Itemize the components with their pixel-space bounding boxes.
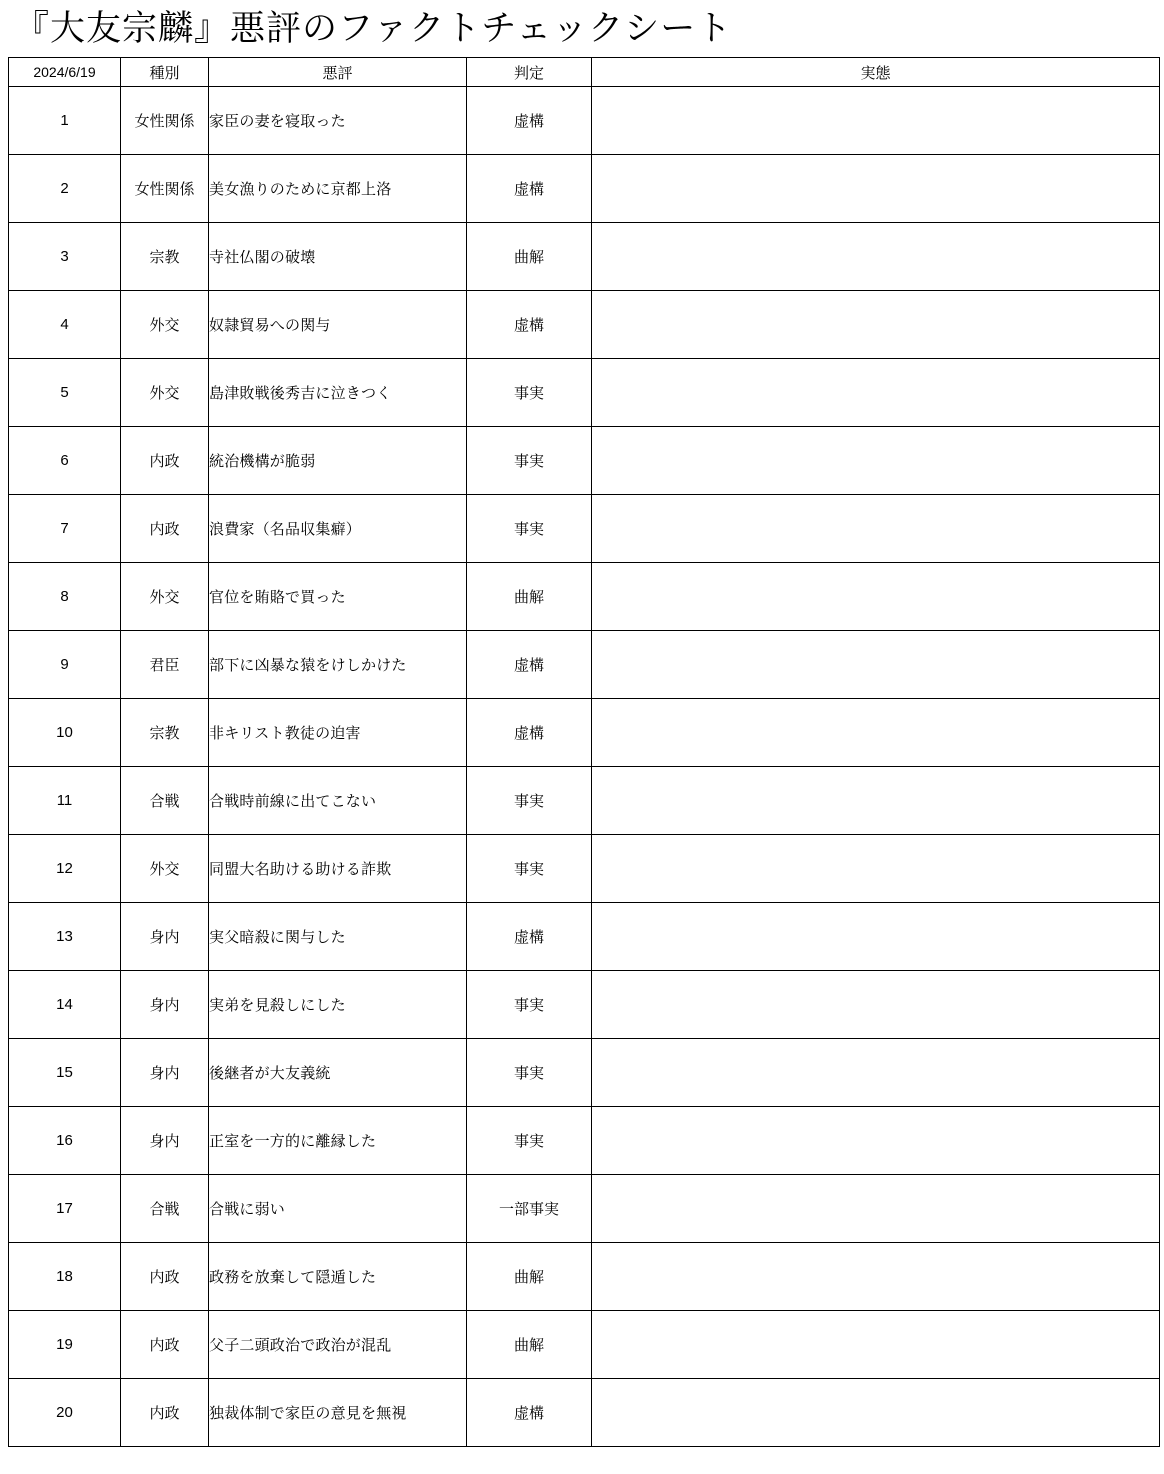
- row-type: 身内: [121, 971, 209, 1039]
- row-reality: [592, 631, 1160, 699]
- row-number: 15: [9, 1039, 121, 1107]
- row-verdict: 事実: [467, 767, 592, 835]
- row-number: 12: [9, 835, 121, 903]
- table-row: [9, 87, 1160, 155]
- table-row: [9, 427, 1160, 495]
- row-type: 身内: [121, 903, 209, 971]
- table-row: [9, 1379, 1160, 1447]
- row-reality: [592, 291, 1160, 359]
- table-row: [9, 699, 1160, 767]
- table-row: [9, 1175, 1160, 1243]
- row-verdict: 曲解: [467, 1311, 592, 1379]
- table-row: [9, 1311, 1160, 1379]
- row-claim: 独裁体制で家臣の意見を無視: [209, 1379, 467, 1447]
- row-number: 17: [9, 1175, 121, 1243]
- row-number: 1: [9, 87, 121, 155]
- table-row: [9, 767, 1160, 835]
- row-verdict: 事実: [467, 971, 592, 1039]
- row-type: 内政: [121, 1379, 209, 1447]
- row-type: 宗教: [121, 699, 209, 767]
- row-verdict: 曲解: [467, 563, 592, 631]
- row-type: 外交: [121, 835, 209, 903]
- row-claim: 実弟を見殺しにした: [209, 971, 467, 1039]
- row-verdict: 虚構: [467, 155, 592, 223]
- row-verdict: 曲解: [467, 1243, 592, 1311]
- row-type: 合戦: [121, 767, 209, 835]
- row-verdict: 一部事実: [467, 1175, 592, 1243]
- table-row: [9, 1039, 1160, 1107]
- row-reality: [592, 835, 1160, 903]
- row-claim: 実父暗殺に関与した: [209, 903, 467, 971]
- table-row: [9, 291, 1160, 359]
- row-number: 11: [9, 767, 121, 835]
- row-number: 5: [9, 359, 121, 427]
- row-verdict: 虚構: [467, 903, 592, 971]
- row-number: 13: [9, 903, 121, 971]
- table-header: [9, 58, 1160, 87]
- row-claim: 奴隷貿易への関与: [209, 291, 467, 359]
- table-row: [9, 631, 1160, 699]
- table-row: [9, 155, 1160, 223]
- row-verdict: 虚構: [467, 87, 592, 155]
- row-type: 外交: [121, 359, 209, 427]
- row-number: 6: [9, 427, 121, 495]
- row-claim: 部下に凶暴な猿をけしかけた: [209, 631, 467, 699]
- header-reality: 実態: [592, 58, 1160, 87]
- row-reality: [592, 563, 1160, 631]
- row-reality: [592, 767, 1160, 835]
- row-reality: [592, 495, 1160, 563]
- row-claim: 家臣の妻を寝取った: [209, 87, 467, 155]
- row-claim: 後継者が大友義統: [209, 1039, 467, 1107]
- row-verdict: 虚構: [467, 1379, 592, 1447]
- row-type: 合戦: [121, 1175, 209, 1243]
- table-row: [9, 835, 1160, 903]
- row-number: 20: [9, 1379, 121, 1447]
- row-claim: 寺社仏閣の破壊: [209, 223, 467, 291]
- row-claim: 島津敗戦後秀吉に泣きつく: [209, 359, 467, 427]
- row-claim: 合戦に弱い: [209, 1175, 467, 1243]
- table-row: [9, 1243, 1160, 1311]
- row-type: 身内: [121, 1107, 209, 1175]
- row-claim: 同盟大名助ける助ける詐欺: [209, 835, 467, 903]
- row-type: 女性関係: [121, 155, 209, 223]
- row-claim: 非キリスト教徒の迫害: [209, 699, 467, 767]
- row-claim: 官位を賄賂で買った: [209, 563, 467, 631]
- header-claim: 悪評: [209, 58, 467, 87]
- row-reality: [592, 971, 1160, 1039]
- row-reality: [592, 1175, 1160, 1243]
- row-verdict: 曲解: [467, 223, 592, 291]
- row-claim: 合戦時前線に出てこない: [209, 767, 467, 835]
- table-body: [9, 87, 1160, 1447]
- row-claim: 美女漁りのために京都上洛: [209, 155, 467, 223]
- row-number: 4: [9, 291, 121, 359]
- row-verdict: 事実: [467, 495, 592, 563]
- row-type: 外交: [121, 563, 209, 631]
- row-type: 内政: [121, 427, 209, 495]
- row-reality: [592, 1379, 1160, 1447]
- row-type: 身内: [121, 1039, 209, 1107]
- row-reality: [592, 223, 1160, 291]
- row-number: 10: [9, 699, 121, 767]
- row-reality: [592, 699, 1160, 767]
- header-verdict: 判定: [467, 58, 592, 87]
- row-type: 女性関係: [121, 87, 209, 155]
- row-type: 宗教: [121, 223, 209, 291]
- row-reality: [592, 359, 1160, 427]
- row-verdict: 虚構: [467, 291, 592, 359]
- table-row: [9, 903, 1160, 971]
- row-type: 内政: [121, 495, 209, 563]
- header-date: 2024/6/19: [9, 58, 121, 87]
- row-verdict: 虚構: [467, 699, 592, 767]
- row-type: 君臣: [121, 631, 209, 699]
- row-type: 外交: [121, 291, 209, 359]
- row-verdict: 虚構: [467, 631, 592, 699]
- row-number: 18: [9, 1243, 121, 1311]
- row-verdict: 事実: [467, 359, 592, 427]
- row-reality: [592, 1243, 1160, 1311]
- row-reality: [592, 1107, 1160, 1175]
- table-header-row: [9, 58, 1160, 87]
- table-row: [9, 223, 1160, 291]
- row-claim: 統治機構が脆弱: [209, 427, 467, 495]
- row-type: 内政: [121, 1243, 209, 1311]
- row-number: 16: [9, 1107, 121, 1175]
- row-reality: [592, 427, 1160, 495]
- row-verdict: 事実: [467, 1107, 592, 1175]
- row-number: 2: [9, 155, 121, 223]
- row-claim: 政務を放棄して隠遁した: [209, 1243, 467, 1311]
- row-claim: 浪費家（名品収集癖）: [209, 495, 467, 563]
- table-row: [9, 359, 1160, 427]
- row-number: 9: [9, 631, 121, 699]
- page-title: 『大友宗麟』悪評のファクトチェックシート: [14, 9, 733, 49]
- row-verdict: 事実: [467, 1039, 592, 1107]
- row-reality: [592, 155, 1160, 223]
- row-reality: [592, 1311, 1160, 1379]
- row-reality: [592, 1039, 1160, 1107]
- fact-check-table: [8, 57, 1160, 1447]
- table-row: [9, 971, 1160, 1039]
- table-row: [9, 1107, 1160, 1175]
- row-reality: [592, 903, 1160, 971]
- row-reality: [592, 87, 1160, 155]
- table-row: [9, 495, 1160, 563]
- table-row: [9, 563, 1160, 631]
- header-type: 種別: [121, 58, 209, 87]
- row-number: 3: [9, 223, 121, 291]
- row-verdict: 事実: [467, 835, 592, 903]
- row-claim: 正室を一方的に離縁した: [209, 1107, 467, 1175]
- row-number: 8: [9, 563, 121, 631]
- row-type: 内政: [121, 1311, 209, 1379]
- row-number: 7: [9, 495, 121, 563]
- row-claim: 父子二頭政治で政治が混乱: [209, 1311, 467, 1379]
- row-number: 14: [9, 971, 121, 1039]
- row-number: 19: [9, 1311, 121, 1379]
- row-verdict: 事実: [467, 427, 592, 495]
